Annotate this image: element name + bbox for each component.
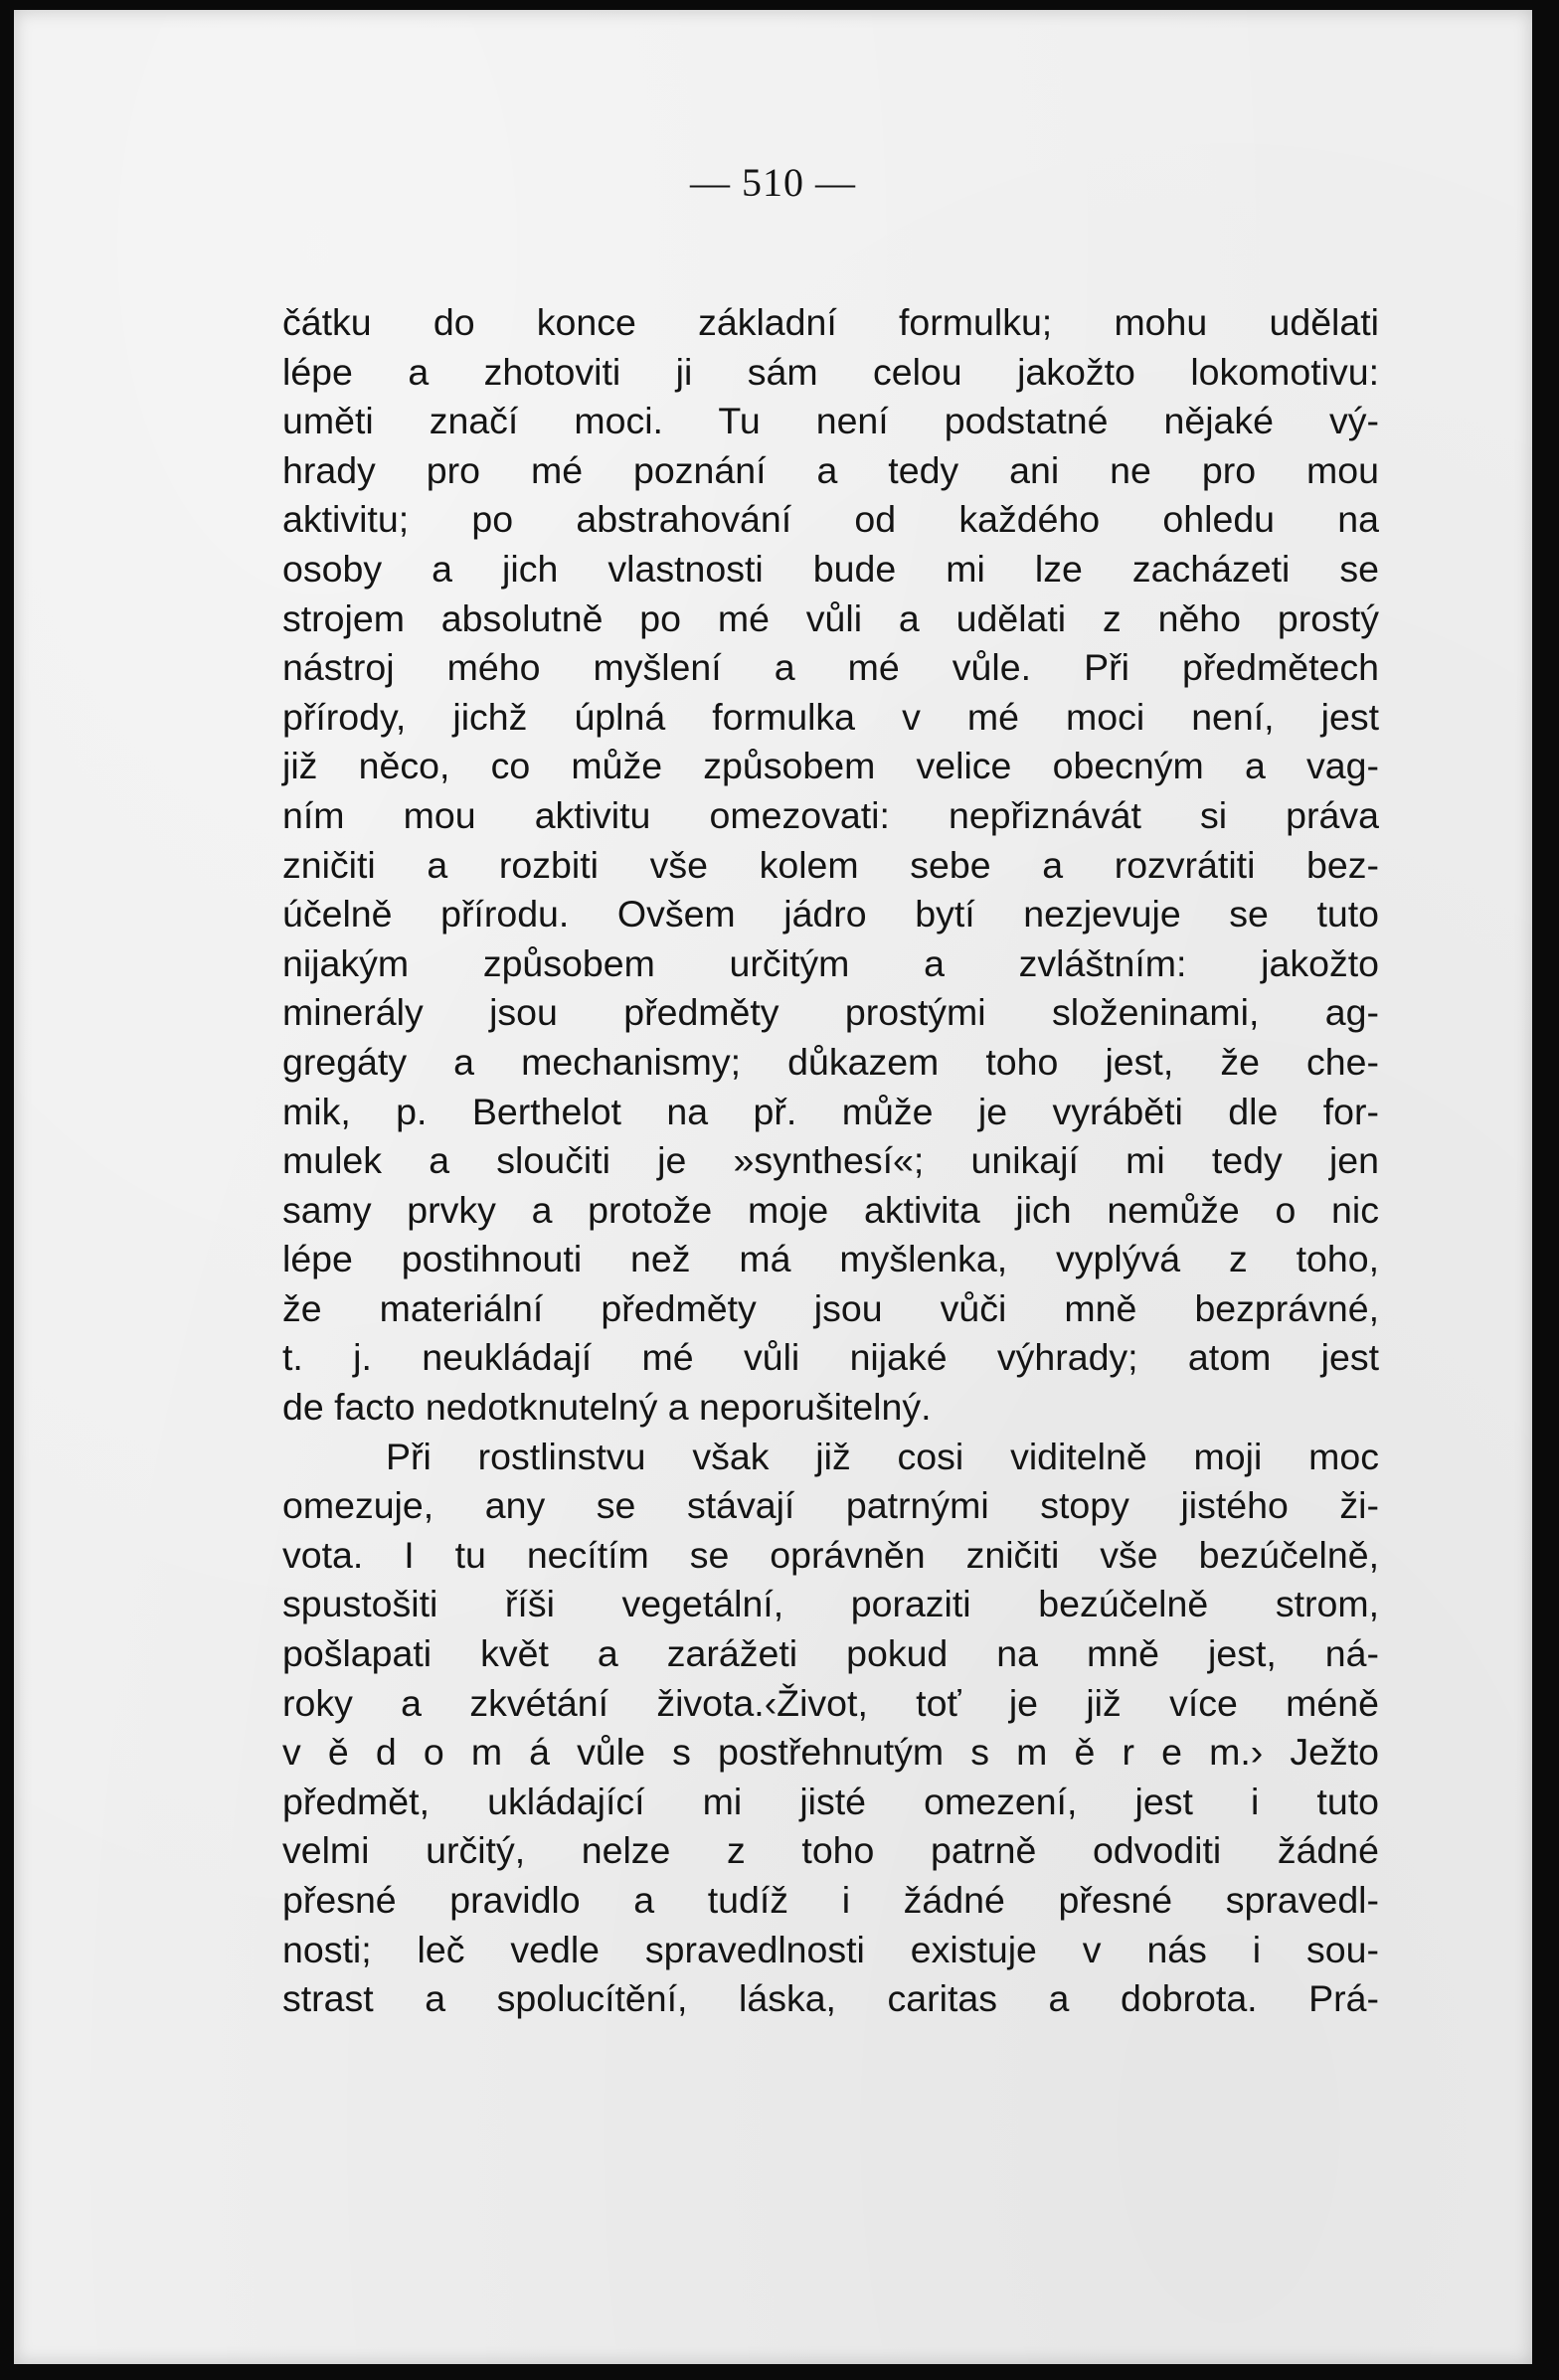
text-line xyxy=(282,1531,1379,1581)
text-line-content: přírody, jichž úplná formulka v mé moci není, jest xyxy=(282,695,1379,738)
text-line xyxy=(282,298,1379,348)
text-line xyxy=(282,841,1379,891)
text-line xyxy=(282,1333,1379,1383)
text-line-content: samy prvky a protože moje aktivita jich nemůže o nic xyxy=(282,1188,1379,1231)
text-line-content: ním mou aktivitu omezovati: nepřiznávát si práva xyxy=(282,793,1379,836)
text-line xyxy=(282,348,1379,398)
text-line-content: že materiální předměty jsou vůči mně bezprávné, xyxy=(282,1286,1379,1329)
text-line-content: t. j. neukládají mé vůli nijaké výhrady; atom jest xyxy=(282,1336,1379,1379)
text-line-content: lépe a zhotoviti ji sám celou jakožto lokomotivu: xyxy=(282,350,1379,393)
text-line-content: spustošiti říši vegetální, poraziti bezúčelně strom, xyxy=(282,1583,1379,1625)
text-line xyxy=(282,1038,1379,1088)
text-line xyxy=(282,890,1379,939)
text-line-content: omezuje, any se stávají patrnými stopy jistého ži- xyxy=(282,1484,1379,1527)
text-line-content: přesné pravidlo a tudíž i žádné přesné spravedl- xyxy=(282,1879,1379,1921)
text-line xyxy=(282,1284,1379,1334)
text-line xyxy=(282,1580,1379,1629)
text-line-content: Při rostlinstvu však již cosi viditelně moji moc xyxy=(386,1435,1379,1477)
text-line-content: nástroj mého myšlení a mé vůle. Při předmětech xyxy=(282,646,1379,689)
text-line-content: aktivitu; po abstrahování od každého ohledu na xyxy=(282,498,1379,541)
text-line xyxy=(282,988,1379,1038)
text-line xyxy=(282,1728,1379,1778)
text-line xyxy=(282,1629,1379,1679)
body-text xyxy=(282,298,1379,2024)
text-line-content: de facto nedotknutelný a neporušitelný. xyxy=(282,1386,932,1429)
text-line xyxy=(282,1826,1379,1876)
text-line-content: účelně přírodu. Ovšem jádro bytí nezjevuje se tuto xyxy=(282,893,1379,935)
text-line xyxy=(282,693,1379,743)
text-line xyxy=(282,742,1379,791)
text-line-content: již něco, co může způsobem velice obecným a vag- xyxy=(282,745,1379,787)
text-line xyxy=(282,1778,1379,1827)
page-number: — 510 — xyxy=(690,160,856,205)
text-line-content: čátku do konce základní formulku; mohu udělati xyxy=(282,301,1379,343)
text-line xyxy=(282,1088,1379,1137)
book-page xyxy=(14,10,1532,2364)
text-line xyxy=(282,939,1379,989)
text-line xyxy=(282,595,1379,644)
text-line xyxy=(282,397,1379,446)
text-line xyxy=(282,1481,1379,1531)
text-line-content: strast a spolucítění, láska, caritas a dobrota. Prá- xyxy=(282,1977,1379,2020)
text-line-content: mulek a sloučiti je »synthesí«; unikají mi tedy jen xyxy=(282,1139,1379,1182)
text-line-content: uměti značí moci. Tu není podstatné nějaké vý- xyxy=(282,400,1379,442)
text-line xyxy=(282,1186,1379,1236)
text-line xyxy=(282,545,1379,595)
text-line-content: osoby a jich vlastnosti bude mi lze zacházeti se xyxy=(282,547,1379,590)
text-line-content: velmi určitý, nelze z toho patrně odvoditi žádné xyxy=(282,1829,1379,1872)
text-line xyxy=(282,1433,1379,1482)
text-line xyxy=(282,791,1379,841)
text-line-content: zničiti a rozbiti vše kolem sebe a rozvrátiti bez- xyxy=(282,843,1379,886)
text-line-content: hrady pro mé poznání a tedy ani ne pro mou xyxy=(282,448,1379,491)
text-line xyxy=(282,1136,1379,1186)
text-line-content: lépe postihnouti než má myšlenka, vyplývá z toho, xyxy=(282,1238,1379,1280)
text-line xyxy=(282,495,1379,545)
text-line xyxy=(282,643,1379,693)
text-line-content: mik, p. Berthelot na př. může je vyráběti dle for- xyxy=(282,1090,1379,1132)
text-line-content: minerály jsou předměty prostými složeninami, ag- xyxy=(282,991,1379,1034)
text-line xyxy=(282,446,1379,496)
text-line-content: vota. I tu necítím se oprávněn zničiti vše bezúčelně, xyxy=(282,1533,1379,1576)
text-line-content: v ě d o m á vůle s postřehnutým s m ě r e m.› Ježto xyxy=(282,1731,1379,1774)
text-line xyxy=(282,1974,1379,2024)
text-line-content: gregáty a mechanismy; důkazem toho jest, že che- xyxy=(282,1040,1379,1083)
text-line xyxy=(282,1679,1379,1729)
text-line-content: pošlapati květ a zarážeti pokud na mně jest, ná- xyxy=(282,1632,1379,1675)
text-line-content: nijakým způsobem určitým a zvláštním: jakožto xyxy=(282,941,1379,984)
text-line-content: předmět, ukládající mi jisté omezení, jest i tuto xyxy=(282,1780,1379,1822)
text-line xyxy=(282,1235,1379,1284)
text-line xyxy=(282,1926,1379,1975)
text-line-content: nosti; leč vedle spravedlnosti existuje v nás i sou- xyxy=(282,1928,1379,1970)
text-line xyxy=(282,1383,1379,1433)
text-line-content: roky a zkvétání života.‹Život, toť je již více méně xyxy=(282,1681,1379,1724)
text-line-content: strojem absolutně po mé vůli a udělati z něho prostý xyxy=(282,596,1379,639)
text-line xyxy=(282,1876,1379,1926)
